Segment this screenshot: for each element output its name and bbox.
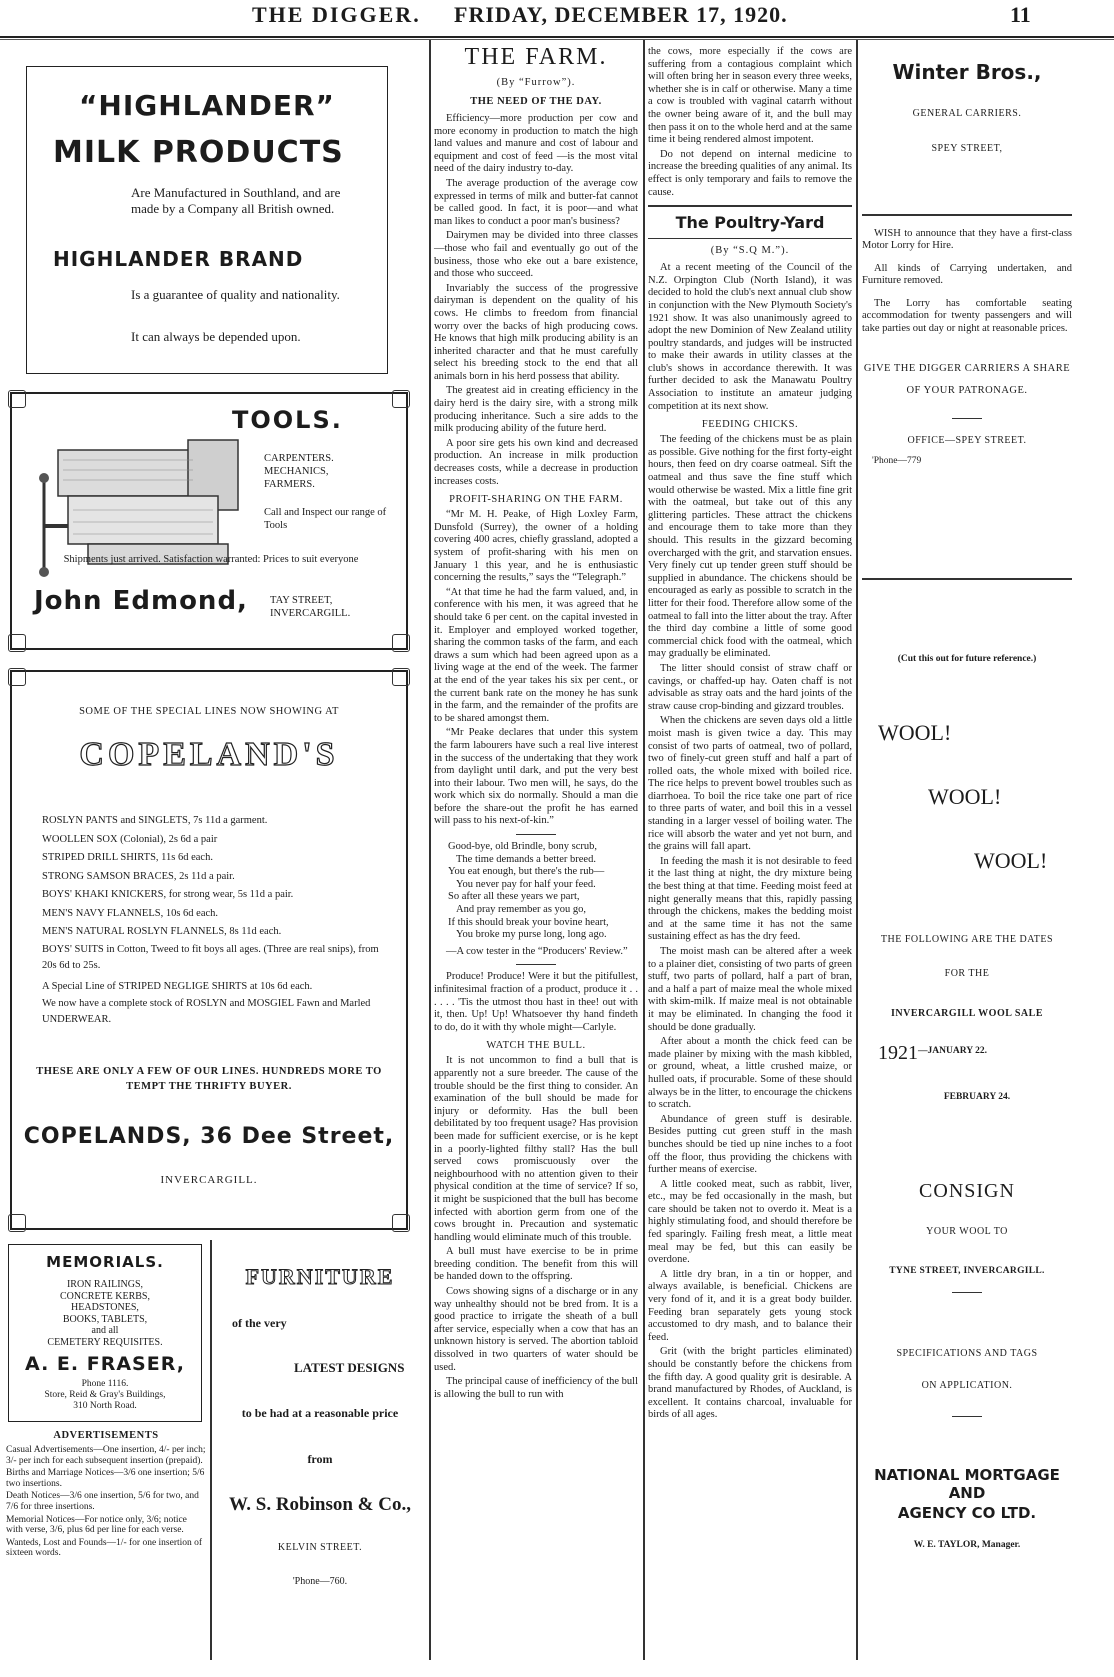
rate-item: Births and Marriage Notices—3/6 one insertion; 5/6 two insertions.: [6, 1468, 205, 1489]
section-rule: [862, 214, 1072, 216]
copeland-item: STRIPED DRILL SHIRTS, 11s 6d each.: [42, 852, 213, 863]
memorials-contact: [9, 1379, 201, 1412]
paragraph: Produce! Produce! Were it but the pitifullest, infinitesimal fraction of a product, produce it . . . . . . 'Tis the utmost thou hast in thee! out with it, then. Up! Up! Whatsoever thy hand findeth to do, do it with thy whole might—Carlyle.: [434, 971, 638, 1033]
furniture-title: FURNITURE: [245, 1264, 395, 1289]
wool-advert: [862, 590, 1072, 1650]
farm-subheading: WATCH THE BULL.: [486, 1040, 586, 1052]
winter-office: OFFICE—SPEY STREET.: [907, 434, 1027, 446]
poultry-title: The Poultry-Yard: [675, 213, 825, 233]
paragraph: The average production of the average cow expressed in terms of milk and butter-fat cannot be called good. In fact, it is poor—and what man likes to conduct a poor man's business?: [434, 177, 638, 227]
copeland-address: COPELANDS, 36 Dee Street,: [23, 1124, 395, 1149]
rates-list: [6, 1445, 206, 1559]
farm-subheading: THE NEED OF THE DAY.: [470, 96, 602, 107]
paragraph: Invariably the success of the progressive dairyman is dependent on the quality of his cows. He climbs to freedom from financial worry over the backs of high producing cows. He knows that high milk producing ability is an inherited character and that he must carefully select his breeding stock to the end that all animals born in his herd possess that ability.: [434, 282, 638, 382]
inner-divider: [210, 1240, 212, 1660]
memorial-line: BOOKS, TABLETS,: [62, 1313, 148, 1325]
highlander-subtitle: MILK PRODUCTS: [53, 135, 344, 170]
paragraph: In feeding the mash it is not desirable to feed it the last thing at night, the dry mixture being the best thing at that time. Feeding moist feed at night generally means that this, rapidly passing through the chickens, makes the bedding moist and at the same time it has not the same sustaining effect as has the dry feed.: [648, 855, 852, 943]
farm-subheading: PROFIT-SHARING ON THE FARM.: [449, 494, 623, 506]
copeland-item: STRONG SAMSON BRACES, 2s 11d a pair.: [42, 870, 235, 882]
paragraph: A bull must have exercise to be in prime breeding condition. The benefit from this will be handed down to the offspring.: [434, 1246, 638, 1283]
farm-poem-credit: [434, 946, 638, 959]
highlander-guarantee: Is a guarantee of quality and nationality.: [131, 287, 340, 302]
tools-advert: [10, 392, 408, 650]
farm-byline: (By “Furrow”).: [496, 77, 576, 88]
copeland-items: [42, 812, 392, 1028]
winter-body: [862, 228, 1072, 336]
copeland-item: ROSLYN PANTS and SINGLETS, 7s 11d a garment.: [42, 815, 268, 826]
section-rule: [516, 834, 556, 835]
poultry-byline: (By “S.Q M.”).: [710, 245, 790, 257]
copeland-item: MEN'S NATURAL ROSLYN FLANNELS, 8s 11d each.: [42, 926, 282, 937]
winter-title: Winter Bros.,: [892, 60, 1042, 84]
section-rule: [952, 1292, 982, 1293]
section-rule: [952, 1416, 982, 1417]
wool-dates: [878, 1042, 987, 1065]
paragraph: Abundance of green stuff is desirable. Besides putting cut green stuff in the mash bunches should be tied up nine inches to a foot off the floor, thus providing the chickens with further means of exercise.: [648, 1113, 852, 1176]
copeland-advert: [10, 670, 408, 1230]
wool-dates-intro: THE FOLLOWING ARE THE DATES: [880, 934, 1054, 945]
section-rule: [862, 578, 1072, 580]
tools-invite: Call and Inspect our range of Tools: [264, 507, 387, 531]
highlander-brand: HIGHLANDER BRAND: [53, 247, 304, 271]
poem-line: You broke my purse long, long ago.: [456, 929, 607, 941]
highlander-text: Are Manufactured in Southland, and are made by a Company all British owned.: [131, 185, 341, 216]
memorials-advert: [8, 1244, 202, 1422]
farm-title: THE FARM.: [464, 44, 608, 70]
memorials-name: A. E. FRASER,: [25, 1353, 185, 1375]
paragraph: Cows showing signs of a discharge or in any way unhealthy should not be bred from. It is a good practice to irrigate the sheath of a bull after service, especially when a cow that has an unknown history is served. The abortion tabloid dissolved in two quarters of water should be used.: [434, 1286, 638, 1373]
poem-line: Good-bye, old Brindle, bony scrub,: [448, 841, 598, 853]
poultry-column: [648, 46, 852, 1424]
tools-title: TOOLS.: [232, 406, 343, 434]
wool-spec: SPECIFICATIONS AND TAGS: [896, 1348, 1038, 1359]
paragraph: The greatest aid in creating efficiency in the dairy herd is the dairy sire, with a strong milk producing inheritance. Such a sire adds to the milk producing ability of the future herd.: [434, 385, 638, 435]
trade-line: CARPENTERS.: [264, 453, 334, 464]
furniture-line-2: LATEST DESIGNS: [294, 1360, 405, 1375]
wool-manager: W. E. TAYLOR, Manager.: [913, 1540, 1021, 1550]
section-rule: [648, 238, 852, 239]
paragraph: Efficiency—more production per cow and more economy in production to match the high land values and manure and cost of labour and equipment and cost of feed —is the most vital need of the dairy industry to-day.: [434, 113, 638, 175]
memorials-address: 310 North Road.: [73, 1401, 137, 1411]
tools-name: John Edmond,: [34, 586, 248, 616]
poem-line: If this should break your bovine heart,: [448, 916, 609, 928]
paragraph: All kinds of Carrying undertaken, and Furniture removed.: [862, 262, 1072, 287]
copeland-intro: SOME OF THE SPECIAL LINES NOW SHOWING AT: [79, 706, 339, 717]
ornament-corner: [8, 1214, 26, 1232]
paragraph: The principal cause of inefficiency of the bull is allowing the bull to run with: [434, 1376, 638, 1400]
paragraph: At a recent meeting of the Council of the N.Z. Orpington Club (North Island), it was decided to hold the club's next annual club show in conjunction with the New Plymouth Society's 1921 show. It was also unanimously agreed to adopt the new Dominion of New Zealand utility poultry standards, and judges will be instructed to make their awards in utility classes at the club's shows in accordance therewith. It was further decided to ask the Manawatu Poultry Association to institute an amateur judging competition at its next show.: [648, 262, 852, 412]
copeland-item: A Special Line of STRIPED NEGLIGE SHIRTS at 10s 6d each.: [42, 980, 313, 992]
paragraph: The feeding of the chickens must be as plain as possible. Give nothing for the first forty-eight hours, then feed on dry coarse oatmeal. Sift the oatmeal and thus save the fine stuff which would otherwise be wasted. Mix a little fine grit with the oatmeal, but take out of this any glittering particles. These attract the chickens and encourage them to take more than they should. This results in the gizzard becoming overcharged with the grit, and starvation ensues. Very finely cut up tender green stuff should be supplied in abundance. The chickens should be encouraged as early as possible to scratch in the litter for their food. Therefore allow some of the oatmeal to fall into the litter about the tray. After the third day combine a little of some good commercial chick food with the oatmeal, which may gradually be eliminated.: [648, 434, 853, 660]
furniture-advert: [214, 1256, 426, 1636]
memorial-line: IRON RAILINGS,: [66, 1279, 144, 1290]
trade-line: MECHANICS,: [264, 466, 329, 477]
copeland-item: WOOLLEN SOX (Colonial), 2s 6d a pair: [42, 833, 218, 845]
copeland-name: COPELAND'S: [79, 736, 339, 773]
paragraph: It is not uncommon to find a bull that is apparently not a sure breeder. The cause of the trouble should be the first thing to consider. An examination of the bull should be made for injury or deformity. Has the bull been debilitated by too frequent usage? Has provision been made for sufficient exercise, or is he kept in a poorly-lighted filthy stall? Has the bull served cows promiscuously over the neighbourhood with no attention given to their physical condition at the time of service? If so, it might be suspicioned that the bull has become infected with abortion germ from one of the cows brought in. Precaution and systematic handling would eliminate much of this trouble.: [434, 1055, 638, 1243]
copeland-item: MEN'S NAVY FLANNELS, 10s 6d each.: [42, 907, 219, 919]
farm-article-profit: [434, 509, 638, 828]
paragraph: “Mr M. H. Peake, of High Loxley Farm, Dunsfold (Surrey), the owner of a holding covering 400 acres, chiefly grassland, adopted a system of profit-sharing with his men on January 1 this year, and he is enthusiastic concerning the results,” says the “Telegraph.”: [434, 509, 638, 584]
paragraph: The litter should consist of straw chaff or cavings, or chaffed-up hay. Oaten chaff is not advisable as stray oats and the hard joints of the straw cause crop-binding and gizzard troubles.: [648, 662, 852, 712]
masthead: [0, 0, 1114, 38]
bull-continued: [648, 46, 852, 199]
rate-item: Memorial Notices—For notice only, 3/6; notice with verse, 3/6, plus 6d per line for each verse.: [6, 1514, 187, 1536]
ornament-corner: [392, 668, 410, 686]
wool-2: WOOL!: [928, 784, 1002, 809]
wool-on-app: ON APPLICATION.: [921, 1380, 1013, 1391]
copeland-city: INVERCARGILL.: [160, 1174, 258, 1186]
wool-feb: FEBRUARY 24.: [943, 1092, 1011, 1102]
paragraph: “Mr Peake declares that under this system the farm labourers have such a real live interest in the success of the undertaking that they work from daylight until dark, and put the very best into their labour. Two men will, he says, do the work which six do normally. Should a man die before the share-out the profit he has earned will pass to his next-of-kin.”: [434, 727, 638, 827]
trade-line: FARMERS.: [264, 479, 315, 490]
rates-title: ADVERTISEMENTS: [53, 1430, 159, 1441]
winter-bros-advert: [862, 60, 1072, 466]
copeland-item: BOYS' KHAKI KNICKERS, for strong wear, 5s 11d a pair.: [42, 889, 294, 900]
poem-line: You eat enough, but there's the rub—: [448, 866, 605, 878]
poultry-meeting: [648, 262, 852, 413]
section-rule: [516, 964, 556, 965]
newspaper-title: THE DIGGER.: [252, 2, 421, 27]
section-rule: [952, 418, 982, 419]
ornament-corner: [8, 390, 26, 408]
memorial-line: CEMETERY REQUISITES.: [47, 1336, 163, 1348]
paragraph: Dairymen may be divided into three classes—those who fail and eventually go out of the business, those who eke out a bare existence, and those who succeed.: [434, 230, 638, 280]
furniture-line-1: of the very: [232, 1316, 287, 1330]
copeland-item: BOYS' SUITS in Cotton, Tweed to fit boys all ages. (Three are real snips), from 20s 6d to 25s.: [42, 943, 379, 971]
paragraph: “At that time he had the farm valued, and, in conference with his men, it was agreed that he should take 6 per cent. on the capital invested in it. Employer and employed worked together, sharing the common tasks of the farm, and each draws a sum which had been agreed upon as a living wage at the end of the week. The farmer at the end of the year takes his six per cent., or the current bank rate on the money he has sunk in the farm, and the remainder of the profits are to be shared amongst them.: [434, 586, 638, 724]
farm-carlyle: [434, 971, 638, 1034]
rate-item: Death Notices—3/6 one insertion, 5/6 for two, and 7/6 for three insertions.: [6, 1491, 199, 1512]
farm-column: [434, 44, 638, 1403]
wool-your: YOUR WOOL TO: [926, 1226, 1008, 1237]
copeland-item: We now have a complete stock of ROSLYN and MOSGIEL Fawn and Marled UNDERWEAR.: [42, 998, 371, 1025]
paragraph: The Lorry has comfortable seating accommodation for twenty passengers and will take parties out day or night at reasonable prices.: [862, 297, 1072, 335]
furniture-line-3: to be had at a reasonable price: [241, 1406, 399, 1420]
paragraph: A poor sire gets his own kind and decreased production. An increase in milk production decreases costs, while a decrease in production increases costs.: [434, 437, 638, 487]
highlander-advert: [26, 66, 388, 374]
memorials-title: MEMORIALS.: [46, 1253, 164, 1271]
memorials-lines: [9, 1279, 201, 1348]
paragraph: Grit (with the bright particles eliminated) should be constantly before the chickens from the fifth day. A good quality grit is desirable. A brand manufactured by Rhodes, of Auckland, is excellent. It contains charcoal, invaluable for birds of all ages.: [648, 1346, 852, 1421]
copeland-closing: THESE ARE ONLY A FEW OF OUR LINES. HUNDREDS MORE TO TEMPT THE THRIFTY BUYER.: [36, 1066, 382, 1092]
winter-sub2: SPEY STREET,: [931, 143, 1003, 154]
wool-3: WOOL!: [974, 848, 1048, 873]
highlander-depend: It can always be depended upon.: [131, 329, 301, 344]
memorials-phone: Phone 1116.: [81, 1379, 129, 1389]
wool-company-1: NATIONAL MORTGAGE AND: [874, 1466, 1060, 1502]
farm-article-need: [434, 113, 638, 488]
ornament-corner: [8, 634, 26, 652]
column-divider: [643, 40, 645, 1660]
paragraph: When the chickens are seven days old a little moist mash is given twice a day. This may consist of two parts of oatmeal, two of pollard, two of finely-cut green stuff and half a part of rolled oats, the whole mixed with boiled rice. The rice helps to prevent bowel troubles such as diarrhoea. To boil the rice take one part of rice to three parts of water, and boil this in a vessel standing in a larger vessel of boiling water. The rice will absorb the water and yet not burn, and the grains will fall apart.: [648, 715, 852, 853]
poem-line: You never pay for half your feed.: [456, 878, 596, 890]
wool-for-the: FOR THE: [944, 968, 990, 979]
column-divider: [429, 40, 431, 1660]
poem-line: So after all these years we part,: [448, 891, 580, 903]
paragraph: WISH to announce that they have a first-class Motor Lorry for Hire.: [862, 227, 1072, 252]
highlander-title: “HIGHLANDER”: [79, 89, 335, 122]
paragraph: The moist mash can be altered after a week to a plainer diet, consisting of two parts of green stuff, two parts of pollard, half a part of bran, and a half a part of maize meal the whole mixed with skim-milk. If maize meal is not obtainable it may be eliminated. In changing the food it should be done gradually.: [648, 946, 852, 1033]
poultry-subheading: FEEDING CHICKS.: [701, 419, 799, 431]
paragraph: A little cooked meat, such as rabbit, liver, etc., may be fed occasionally in the mash, but care should be taken not to overdo it. Meat is a highly stimulating food, and should therefore be fed sparingly. Failing fresh meat, a little meat meal may be fed, but this can easily be overdone.: [648, 1178, 852, 1266]
section-rule: [648, 205, 852, 207]
wool-cut: (Cut this out for future reference.): [897, 654, 1037, 664]
paragraph: the cows, more especially if the cows are suffering from a contagious complaint which will often bring her in season every three weeks, whether she is in calf or otherwise. Many a time a cow is troubled with vaginal catarrh without the owner being aware of it, and the bull may then pass it on to the whole herd and at the same time it being rendered almost impotent.: [648, 46, 852, 146]
paragraph: A little dry bran, in a tin or hopper, and always available, is beneficial. Chickens are very fond of it, and it is a great body builder. Feeding bran separately gets young stock accustomed to dry mash, and to balance their feed.: [648, 1268, 852, 1343]
furniture-phone: 'Phone—760.: [292, 1576, 348, 1587]
memorials-store: Store, Reid & Gray's Buildings,: [44, 1390, 166, 1400]
wool-jan: —JANUARY 22.: [918, 1046, 987, 1056]
farm-poem: [434, 841, 638, 942]
wool-consign: CONSIGN: [919, 1180, 1015, 1202]
winter-sub1: GENERAL CARRIERS.: [912, 108, 1022, 119]
paragraph: Do not depend on internal medicine to increase the breeding qualities of any animal. Its effect is only temporary and fails to remove the cause.: [648, 148, 852, 198]
memorial-line: CONCRETE KERBS,: [59, 1290, 150, 1302]
poem-line: The time demands a better breed.: [456, 853, 596, 865]
winter-phone: 'Phone—779: [872, 455, 922, 466]
issue-date: FRIDAY, DECEMBER 17, 1920.: [454, 2, 788, 27]
furniture-street: KELVIN STREET.: [277, 1542, 363, 1553]
furniture-line-4: from: [307, 1452, 333, 1466]
page-number: 11: [1010, 2, 1031, 27]
wool-street: TYNE STREET, INVERCARGILL.: [889, 1266, 1045, 1276]
wool-year: 1921: [878, 1042, 918, 1064]
memorial-line: HEADSTONES,: [71, 1302, 139, 1313]
ornament-corner: [8, 668, 26, 686]
ornament-corner: [392, 1214, 410, 1232]
paragraph: After about a month the chick feed can be made plainer by mixing with the mash kibbled, or ground, wheat, a little crushed maize, or hulled oats, if procurable. Some of these should always be in the litter, to encourage the chickens to scratch.: [648, 1036, 852, 1111]
masthead-rule: [0, 39, 1114, 40]
rate-item: Wanteds, Lost and Founds—1/- for one insertion of sixteen words.: [6, 1537, 203, 1559]
ornament-corner: [392, 634, 410, 652]
farm-article-bull: [434, 1055, 638, 1401]
tools-shipments: Shipments just arrived. Satisfaction warranted: Prices to suit everyone: [63, 554, 359, 565]
winter-give: GIVE THE DIGGER CARRIERS A SHARE OF YOUR PATRONAGE.: [863, 362, 1071, 396]
poem-credit: —A cow tester in the “Producers' Review.”: [446, 945, 628, 957]
rate-item: Casual Advertisements—One insertion, 4/- per inch; 3/- per inch for each subsequent insertion (prepaid).: [6, 1445, 206, 1466]
memorial-line: and all: [91, 1325, 119, 1336]
poem-line: And pray remember as you go,: [456, 904, 587, 916]
furniture-name: W. S. Robinson & Co.,: [229, 1494, 411, 1515]
poultry-feeding: [648, 434, 852, 1422]
tools-address: TAY STREET, INVERCARGILL.: [270, 595, 351, 619]
tools-trades: [264, 452, 334, 491]
advertisement-rates: [6, 1430, 206, 1561]
ornament-corner: [392, 390, 410, 408]
wool-company-2: AGENCY CO LTD.: [897, 1504, 1037, 1522]
column-divider: [856, 40, 858, 1660]
wool-sale: INVERCARGILL WOOL SALE: [891, 1008, 1043, 1019]
wool-1: WOOL!: [878, 720, 952, 745]
